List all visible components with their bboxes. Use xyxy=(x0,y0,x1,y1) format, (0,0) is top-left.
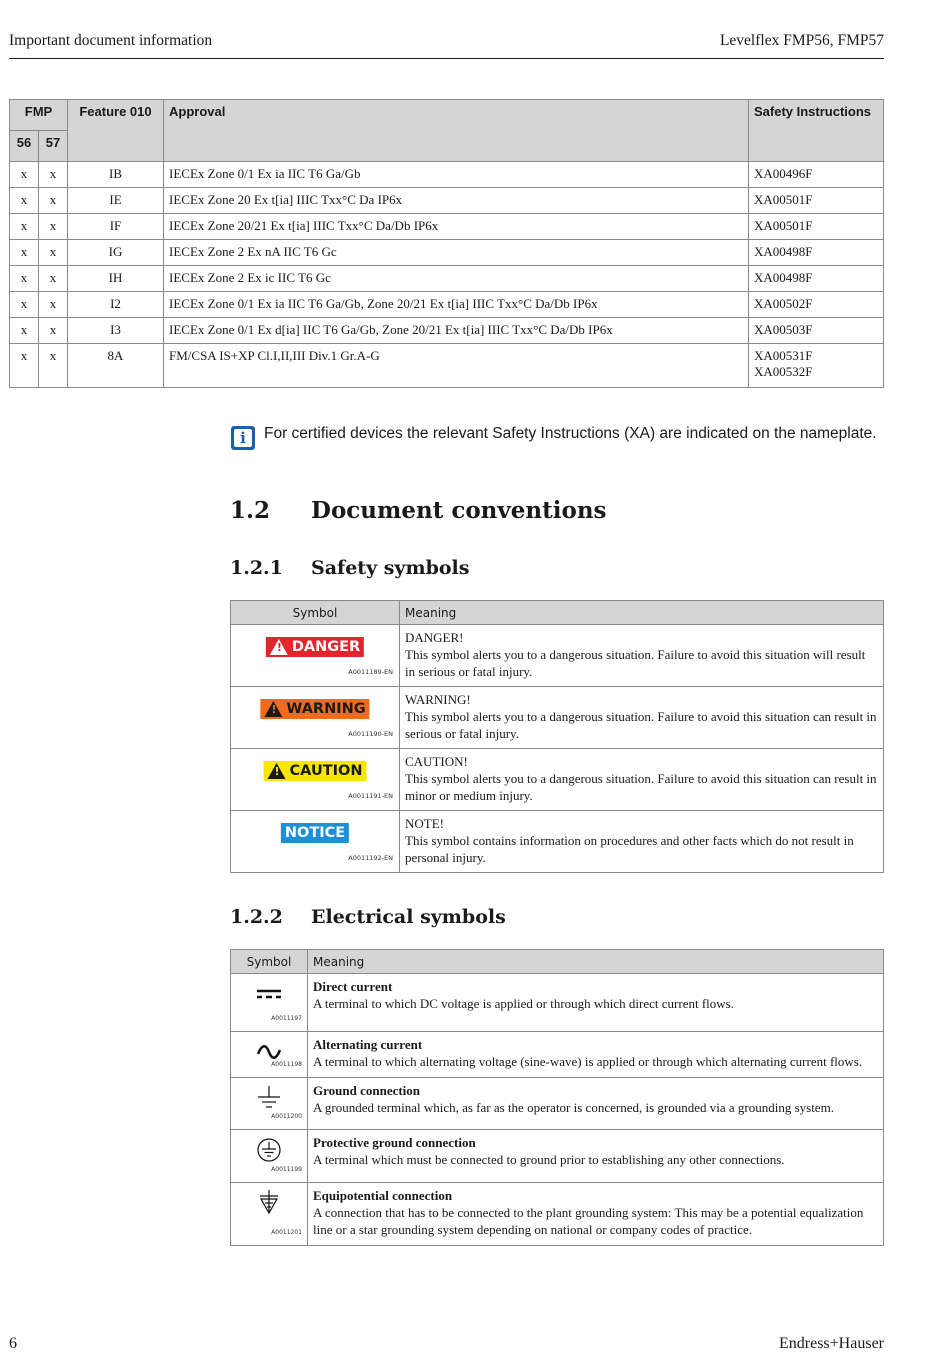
meaning-cell xyxy=(308,1183,884,1246)
col-header-feature: Feature 010 xyxy=(68,100,164,162)
table-row xyxy=(231,749,884,811)
xa-code: XA00498F xyxy=(754,244,813,259)
cell-feature-code: 8A xyxy=(68,344,164,388)
xa-code: XA00503F xyxy=(754,322,813,337)
section-title: Document conventions xyxy=(311,497,607,524)
sign-label: WARNING xyxy=(286,700,366,717)
symbol-cell xyxy=(231,1032,308,1078)
xa-code: XA00531F xyxy=(754,348,813,363)
table-row xyxy=(10,292,884,318)
meaning-text: A grounded terminal which, as far as the operator is concerned, is grounded via a grounding system. xyxy=(313,1100,834,1115)
symbol-cell xyxy=(231,687,400,749)
figure-code: A0011199 xyxy=(271,1166,302,1173)
col-header-safety-instructions: Safety Instructions xyxy=(749,100,884,162)
xa-code: XA00501F xyxy=(754,218,813,233)
warning-triangle-icon: ! xyxy=(268,763,286,779)
symbol-cell xyxy=(231,811,400,873)
meaning-cell xyxy=(308,1130,884,1183)
cell-approval: IECEx Zone 20/21 Ex t[ia] IIIC Txx°C Da/Db IP6x xyxy=(164,214,749,240)
cell-fmp57: x xyxy=(39,344,68,388)
table-header-row xyxy=(10,100,884,131)
cell-fmp56: x xyxy=(10,344,39,388)
info-icon: i xyxy=(231,426,255,450)
meaning-text: A terminal which must be connected to ground prior to establishing any other connections. xyxy=(313,1152,785,1167)
danger-sign-icon xyxy=(266,637,364,657)
cell-approval: IECEx Zone 0/1 Ex d[ia] IIC T6 Ga/Gb, Zone 20/21 Ex t[ia] IIIC Txx°C Da/Db IP6x xyxy=(164,318,749,344)
page-number: 6 xyxy=(9,1335,17,1352)
cell-approval: FM/CSA IS+XP Cl.I,II,III Div.1 Gr.A-G xyxy=(164,344,749,388)
xa-code: XA00501F xyxy=(754,192,813,207)
approvals-table xyxy=(9,99,884,388)
cell-safety-instructions xyxy=(749,318,884,344)
xa-code: XA00532F xyxy=(754,364,813,379)
safety-symbols-table xyxy=(230,600,884,873)
meaning-cell xyxy=(400,811,884,873)
cell-approval: IECEx Zone 0/1 Ex ia IIC T6 Ga/Gb, Zone 20/21 Ex t[ia] IIIC Txx°C Da/Db IP6x xyxy=(164,292,749,318)
table-row xyxy=(10,318,884,344)
meaning-text: This symbol alerts you to a dangerous situation. Failure to avoid this situation can result in minor or medium injury. xyxy=(405,771,877,803)
table-row xyxy=(10,188,884,214)
col-header-meaning: Meaning xyxy=(308,950,884,974)
table-row xyxy=(231,1078,884,1130)
equipotential-icon xyxy=(255,1189,283,1217)
figure-code: A0011189-EN xyxy=(348,668,393,676)
meaning-heading: DANGER! xyxy=(405,630,464,645)
sign-label: CAUTION xyxy=(289,762,363,779)
cell-fmp57: x xyxy=(39,188,68,214)
figure-code: A0011190-EN xyxy=(348,730,393,738)
cell-feature-code: I3 xyxy=(68,318,164,344)
meaning-text: A terminal to which DC voltage is applied or through which direct current flows. xyxy=(313,996,734,1011)
meaning-cell xyxy=(308,974,884,1032)
page-header xyxy=(9,30,884,59)
col-header-fmp56: 56 xyxy=(10,131,39,162)
electrical-symbols-table xyxy=(230,949,884,1246)
xa-code: XA00498F xyxy=(754,270,813,285)
table-row xyxy=(231,1032,884,1078)
col-header-fmp: FMP xyxy=(10,100,68,131)
sign-label: NOTICE xyxy=(284,824,346,841)
col-header-meaning: Meaning xyxy=(400,601,884,625)
meaning-heading: CAUTION! xyxy=(405,754,468,769)
cell-safety-instructions xyxy=(749,240,884,266)
table-header-row xyxy=(231,601,884,625)
cell-safety-instructions xyxy=(749,214,884,240)
cell-feature-code: I2 xyxy=(68,292,164,318)
cell-fmp56: x xyxy=(10,162,39,188)
header-section-title: Important document information xyxy=(9,32,213,49)
meaning-text: A terminal to which alternating voltage (sine-wave) is applied or through which alternating current flows. xyxy=(313,1054,863,1069)
table-row xyxy=(10,162,884,188)
meaning-heading: Alternating current xyxy=(313,1037,423,1052)
meaning-cell xyxy=(308,1032,884,1078)
meaning-heading: Equipotential connection xyxy=(313,1188,453,1203)
cell-feature-code: IG xyxy=(68,240,164,266)
cell-fmp57: x xyxy=(39,162,68,188)
direct-current-icon xyxy=(255,980,283,1008)
meaning-heading: Protective ground connection xyxy=(313,1135,476,1150)
meaning-text: A connection that has to be connected to the plant grounding system: This may be a potential equalization line or a star grounding system depending on national or company codes of practice. xyxy=(313,1205,864,1237)
col-header-symbol: Symbol xyxy=(231,601,400,625)
cell-fmp57: x xyxy=(39,292,68,318)
cell-safety-instructions xyxy=(749,162,884,188)
warning-triangle-icon: ! xyxy=(264,701,282,717)
figure-code: A0011192-EN xyxy=(348,854,393,862)
cell-fmp57: x xyxy=(39,214,68,240)
cell-approval: IECEx Zone 2 Ex ic IIC T6 Gc xyxy=(164,266,749,292)
figure-code: A0011201 xyxy=(271,1229,302,1236)
cell-feature-code: IB xyxy=(68,162,164,188)
cell-fmp56: x xyxy=(10,292,39,318)
cell-fmp56: x xyxy=(10,188,39,214)
cell-approval: IECEx Zone 2 Ex nA IIC T6 Gc xyxy=(164,240,749,266)
col-header-approval: Approval xyxy=(164,100,749,162)
cell-fmp56: x xyxy=(10,214,39,240)
symbol-cell xyxy=(231,1078,308,1130)
table-row xyxy=(10,266,884,292)
cell-safety-instructions xyxy=(749,344,884,388)
col-header-symbol: Symbol xyxy=(231,950,308,974)
table-row xyxy=(231,1183,884,1246)
cell-fmp56: x xyxy=(10,318,39,344)
section-number: 1.2 xyxy=(230,497,271,524)
subsection-number: 1.2.2 xyxy=(230,906,283,928)
meaning-heading: Direct current xyxy=(313,979,393,994)
meaning-cell xyxy=(400,625,884,687)
table-row xyxy=(231,687,884,749)
cell-safety-instructions xyxy=(749,292,884,318)
xa-code: XA00496F xyxy=(754,166,813,181)
cell-approval: IECEx Zone 20 Ex t[ia] IIIC Txx°C Da IP6x xyxy=(164,188,749,214)
table-row xyxy=(231,625,884,687)
cell-safety-instructions xyxy=(749,188,884,214)
warning-triangle-icon: ! xyxy=(270,639,288,655)
cell-fmp57: x xyxy=(39,240,68,266)
subsection-title: Safety symbols xyxy=(311,557,470,579)
table-row xyxy=(231,1130,884,1183)
cell-fmp56: x xyxy=(10,240,39,266)
table-row xyxy=(10,344,884,388)
notice-sign-icon xyxy=(281,823,349,843)
cell-approval: IECEx Zone 0/1 Ex ia IIC T6 Ga/Gb xyxy=(164,162,749,188)
table-header-row xyxy=(231,950,884,974)
info-note-text: For certified devices the relevant Safety Instructions (XA) are indicated on the nameplate. xyxy=(264,425,877,442)
warning-sign-icon xyxy=(260,699,369,719)
meaning-heading: NOTE! xyxy=(405,816,444,831)
meaning-cell xyxy=(400,687,884,749)
meaning-cell xyxy=(400,749,884,811)
table-row xyxy=(231,811,884,873)
sign-label: DANGER xyxy=(291,638,361,655)
symbol-cell xyxy=(231,1183,308,1246)
symbol-cell xyxy=(231,625,400,687)
meaning-heading: Ground connection xyxy=(313,1083,421,1098)
brand-name: Endress+Hauser xyxy=(779,1335,884,1352)
figure-code: A0011200 xyxy=(271,1113,302,1120)
meaning-text: This symbol alerts you to a dangerous situation. Failure to avoid this situation will result in serious or fatal injury. xyxy=(405,647,866,679)
cell-fmp57: x xyxy=(39,266,68,292)
meaning-heading: WARNING! xyxy=(405,692,471,707)
figure-code: A0011197 xyxy=(271,1015,302,1022)
symbol-cell xyxy=(231,1130,308,1183)
meaning-cell xyxy=(308,1078,884,1130)
xa-code: XA00502F xyxy=(754,296,813,311)
symbol-cell xyxy=(231,974,308,1032)
table-row xyxy=(10,240,884,266)
figure-code: A0011191-EN xyxy=(348,792,393,800)
figure-code: A0011198 xyxy=(271,1061,302,1068)
protective-ground-icon xyxy=(255,1136,283,1164)
subsection-title: Electrical symbols xyxy=(311,906,506,928)
col-header-fmp57: 57 xyxy=(39,131,68,162)
cell-feature-code: IE xyxy=(68,188,164,214)
symbol-cell xyxy=(231,749,400,811)
subsection-number: 1.2.1 xyxy=(230,557,283,579)
table-row xyxy=(10,214,884,240)
cell-feature-code: IH xyxy=(68,266,164,292)
cell-feature-code: IF xyxy=(68,214,164,240)
cell-fmp57: x xyxy=(39,318,68,344)
meaning-text: This symbol contains information on procedures and other facts which do not result in personal injury. xyxy=(405,833,854,865)
cell-fmp56: x xyxy=(10,266,39,292)
meaning-text: This symbol alerts you to a dangerous situation. Failure to avoid this situation can result in serious or fatal injury. xyxy=(405,709,877,741)
caution-sign-icon xyxy=(264,761,367,781)
header-product-name: Levelflex FMP56, FMP57 xyxy=(719,32,884,49)
cell-safety-instructions xyxy=(749,266,884,292)
table-row xyxy=(231,974,884,1032)
